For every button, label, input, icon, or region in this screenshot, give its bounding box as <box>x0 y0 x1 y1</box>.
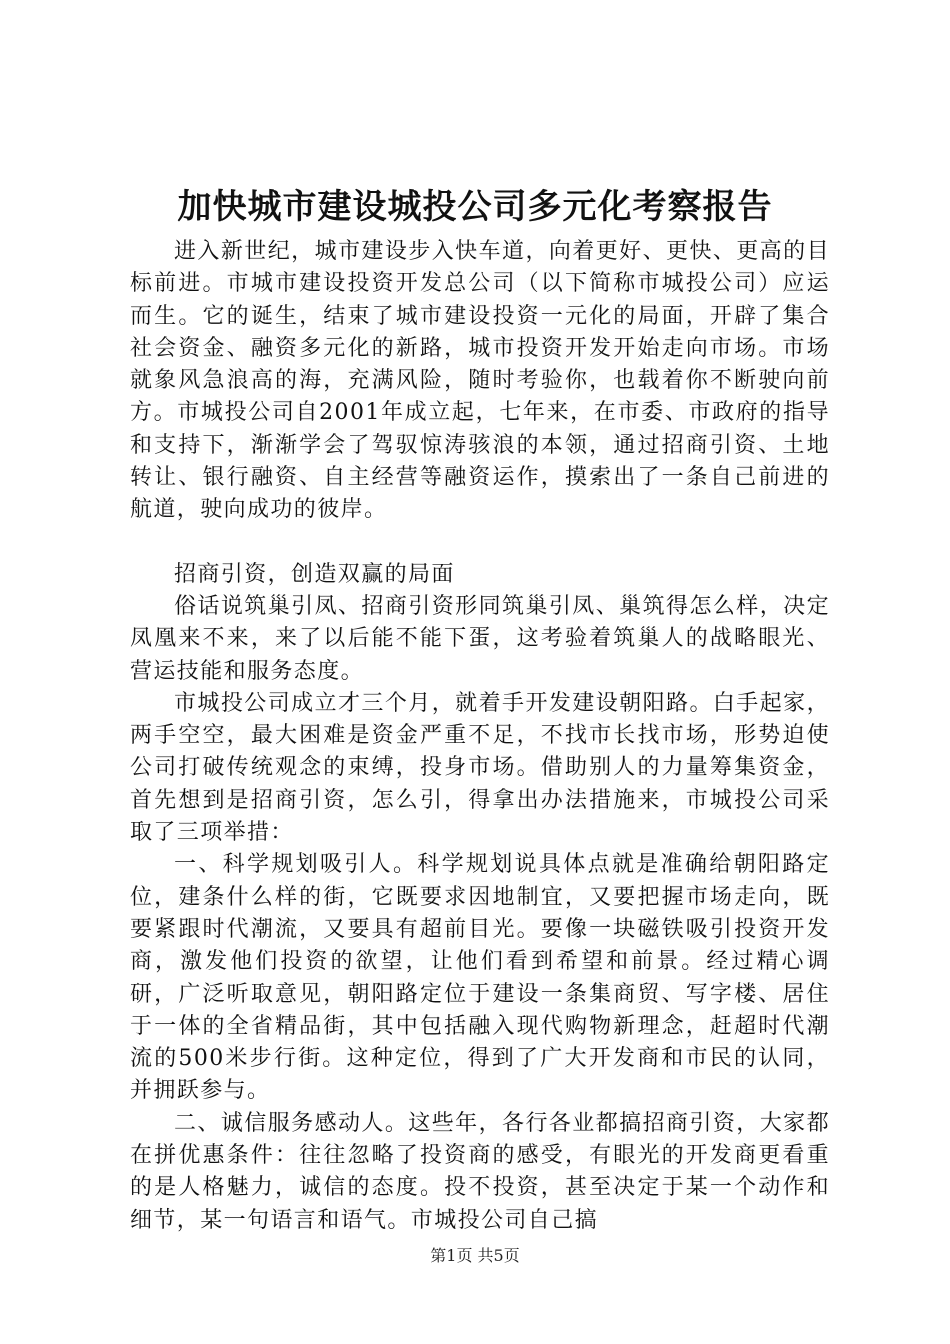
paragraph-intro: 进入新世纪，城市建设步入快车道，向着更好、更快、更高的目标前进。市城市建设投资开发总公司（以下简称市城投公司）应运而生。它的诞生，结束了城市建设投资一元化的局面，开辟了集合社会资金、融资多元化的新路，城市投资开发开始走向市场。市场就象风急浪高的海，充满风险，随时考验你，也载着你不断驶向前方。市城投公司自2001年成立起，七年来，在市委、市政府的指导和支持下，渐渐学会了驾驭惊涛骇浪的本领，通过招商引资、土地转让、银行融资、自主经营等融资运作，摸索出了一条自己前进的航道，驶向成功的彼岸。 <box>130 239 830 523</box>
page-number-footer: 第1页 共5页 <box>430 1246 520 1265</box>
paragraph: 一、科学规划吸引人。科学规划说具体点就是准确给朝阳路定位，建条什么样的街，它既要求因地制宜，又要把握市场走向，既要紧跟时代潮流，又要具有超前目光。要像一块磁铁吸引投资开发商，激发他们投资的欲望，让他们看到希望和前景。经过精心调研，广泛听取意见，朝阳路定位于建设一条集商贸、写字楼、居住于一体的全省精品街，其中包括融入现代购物新理念，赶超时代潮流的500米步行街。这种定位，得到了广大开发商和市民的认同，并拥跃参与。 <box>130 852 830 1104</box>
section-heading: 招商引资，创造双赢的局面 <box>174 561 455 587</box>
document-body <box>130 236 830 1237</box>
document-title: 加快城市建设城投公司多元化考察报告 <box>177 187 773 227</box>
paragraph: 二、诚信服务感动人。这些年，各行各业都搞招商引资，大家都在拼优惠条件：往往忽略了投资商的感受，有眼光的开发商更看重的是人格魅力，诚信的态度。投不投资，甚至决定于某一个动作和细节，某一句语言和语气。市城投公司自己搞 <box>130 1110 830 1233</box>
paragraph: 市城投公司成立才三个月，就着手开发建设朝阳路。白手起家，两手空空，最大困难是资金严重不足，不找市长找市场，形势迫使公司打破传统观念的束缚，投身市场。借助别人的力量筹集资金，首先想到是招商引资，怎么引，得拿出办法措施来，市城投公司采取了三项举措： <box>130 690 830 846</box>
paragraph: 俗话说筑巢引凤、招商引资形同筑巢引凤、巢筑得怎么样，决定凤凰来不来，来了以后能不能下蛋，这考验着筑巢人的战略眼光、营运技能和服务态度。 <box>130 593 830 684</box>
